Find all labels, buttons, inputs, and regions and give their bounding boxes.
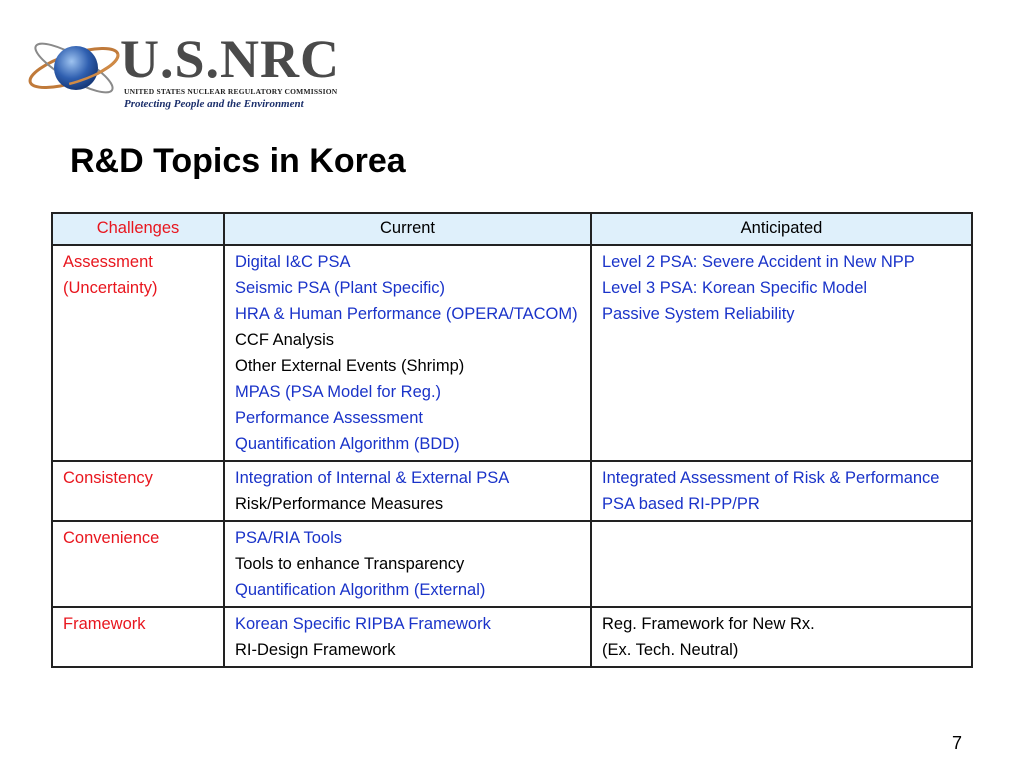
table-row [52,521,972,607]
challenge-label: Consistency [63,469,153,487]
logo-subtitle: UNITED STATES NUCLEAR REGULATORY COMMISSION [124,87,338,96]
header-challenges: Challenges [52,213,224,245]
challenge-cell [52,245,224,461]
current-topic: HRA & Human Performance (OPERA/TACOM) [235,305,578,323]
current-topic: Korean Specific RIPBA Framework [235,615,491,633]
challenge-cell [52,607,224,667]
challenge-label: Framework [63,615,146,633]
current-topic: Risk/Performance Measures [235,495,444,513]
table-row [52,461,972,521]
anticipated-topic: Reg. Framework for New Rx. [602,615,815,633]
current-topic: PSA/RIA Tools [235,529,343,547]
page-number: 7 [952,733,963,753]
current-topic: Integration of Internal & External PSA [235,469,510,487]
table-header-row [52,213,972,245]
table-row [52,607,972,667]
challenge-label: (Uncertainty) [63,279,158,297]
current-topic: Seismic PSA (Plant Specific) [235,279,445,297]
anticipated-topic: PSA based RI-PP/PR [602,495,760,513]
current-cell [224,245,591,461]
logo-tagline: Protecting People and the Environment [124,98,304,110]
challenge-cell [52,461,224,521]
anticipated-topic: Level 2 PSA: Severe Accident in New NPP [602,253,915,271]
challenge-label: Assessment [63,253,153,271]
anticipated-topic: Passive System Reliability [602,305,795,323]
current-topic: Quantification Algorithm (BDD) [235,435,460,453]
slide-title: R&D Topics in Korea [70,142,406,180]
current-topic: CCF Analysis [235,331,335,349]
anticipated-topic: Level 3 PSA: Korean Specific Model [602,279,868,297]
header-current: Current [224,213,591,245]
current-topic: RI-Design Framework [235,641,396,659]
current-topic: MPAS (PSA Model for Reg.) [235,383,442,401]
anticipated-cell [591,461,972,521]
current-topic: Performance Assessment [235,409,423,427]
anticipated-cell [591,607,972,667]
header-anticipated: Anticipated [591,213,972,245]
current-topic: Digital I&C PSA [235,253,351,271]
anticipated-topic: (Ex. Tech. Neutral) [602,641,739,659]
atom-globe-icon [24,22,124,114]
nrc-logo [24,22,341,114]
current-topic: Other External Events (Shrimp) [235,357,465,375]
logo-wordmark: U.S.NRC [120,29,341,89]
rd-topics-table [51,212,973,668]
current-cell [224,607,591,667]
challenge-label: Convenience [63,529,160,547]
anticipated-cell [591,521,972,607]
current-topic: Quantification Algorithm (External) [235,581,486,599]
anticipated-topic: Integrated Assessment of Risk & Performance [602,469,940,487]
current-cell [224,521,591,607]
table-row [52,245,972,461]
anticipated-cell [591,245,972,461]
current-topic: Tools to enhance Transparency [235,555,465,573]
current-cell [224,461,591,521]
challenge-cell [52,521,224,607]
